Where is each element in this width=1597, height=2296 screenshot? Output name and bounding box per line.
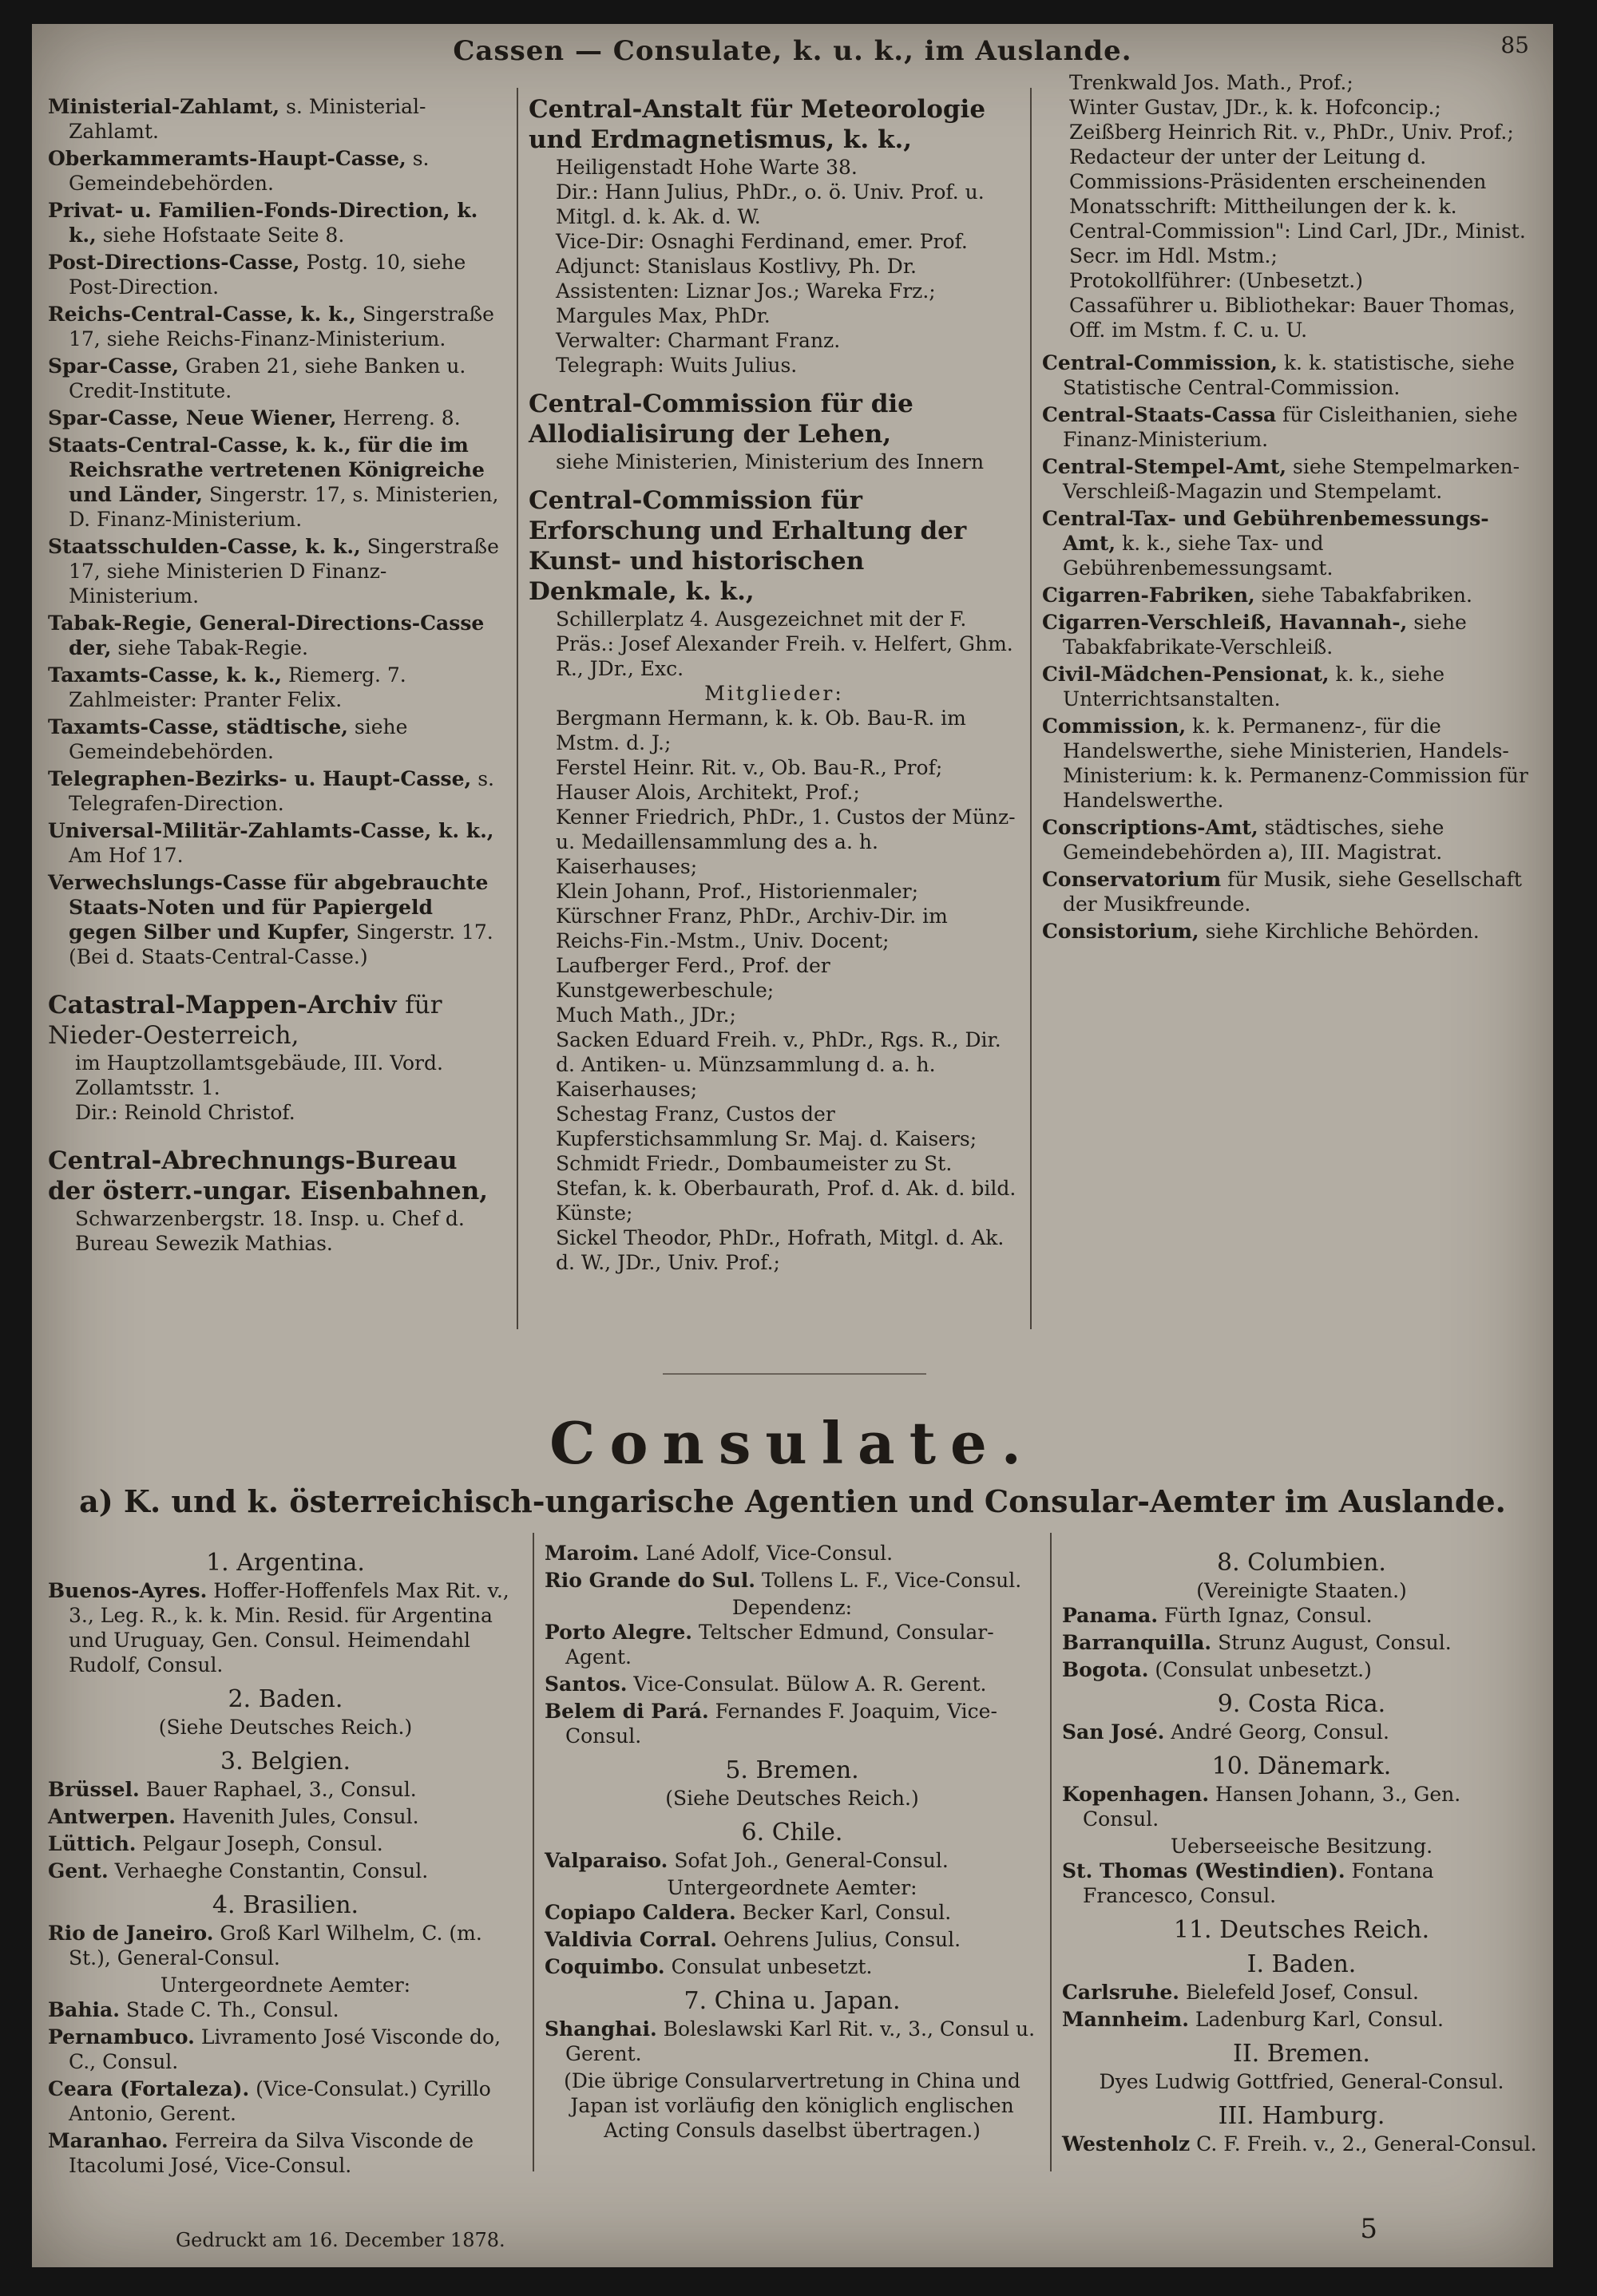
- entry-head: Ministerial-Zahlamt,: [48, 95, 280, 118]
- entry-text: k. k. Permanenz-, für die Handelswerthe, siehe Ministerien, Handels-Ministerium: k. k. Permanenz-Commission für Handelswerthe.: [1063, 715, 1528, 812]
- entry-head: Bogota.: [1062, 1658, 1149, 1681]
- entry-text: Oehrens Julius, Consul.: [723, 1928, 961, 1951]
- entry-text: Singerstraße 17, siehe Reichs-Finanz-Ministerium.: [69, 303, 494, 350]
- note-line: Untergeordnete Aemter:: [667, 1876, 917, 1899]
- entry-head: Westenholz: [1062, 2132, 1191, 2155]
- entry-head: Spar-Casse,: [48, 354, 180, 378]
- entry-text: Fürth Ignaz, Consul.: [1164, 1604, 1373, 1627]
- consulate-entry: [1062, 1859, 1541, 1908]
- running-head: Cassen — Consulate, k. u. k., im Auslande.: [453, 35, 1132, 67]
- entry-head: Central-Stempel-Amt,: [1042, 455, 1287, 478]
- entry-head: Ceara (Fortaleza).: [48, 2077, 250, 2100]
- entry-head: Buenos-Ayres.: [48, 1579, 208, 1602]
- consulate-entry: [48, 2076, 523, 2126]
- entry-head: Valparaiso.: [545, 1849, 668, 1872]
- meteorologie-line: Telegraph: Wuits Julius.: [556, 354, 798, 377]
- consulate-entry: [48, 2025, 523, 2074]
- entry-head: Rio de Janeiro.: [48, 1922, 214, 1945]
- allodialisirung-line: siehe Ministerien, Ministerium des Innern: [556, 450, 985, 473]
- consulate-list-2: [545, 1541, 1040, 2143]
- entry-head: Taxamts-Casse, städtische,: [48, 715, 348, 738]
- entry-text: Fernandes F. Joaquim, Vice-Consul.: [565, 1700, 997, 1748]
- entry-head: Staats-Central-Casse, k. k., für die im Reichsrathe vertretenen Königreiche und Länder,: [48, 433, 485, 506]
- block-head: Catastral-Mappen-Archiv: [48, 991, 397, 1019]
- entry-text: Hoffer-Hoffenfels Max Rit. v., 3., Leg. R., k. k. Min. Resid. für Argentina und Uruguay, Gen. Consul. Heimendahl Rudolf, Consul.: [69, 1579, 509, 1676]
- entry-head: Maroim.: [545, 1542, 640, 1565]
- directory-entry: [48, 870, 507, 969]
- country-heading: 7. China u. Japan.: [684, 1987, 901, 2015]
- section-subtitle: a) K. und k. österreichisch-ungarische Agentien und Consular-Aemter im Auslande.: [79, 1483, 1506, 1519]
- entry-text: siehe Kirchliche Behörden.: [1205, 920, 1480, 943]
- country-heading: 10. Dänemark.: [1211, 1752, 1392, 1780]
- directory-entry: [48, 406, 507, 430]
- entry-head: Consistorium,: [1042, 920, 1199, 943]
- sub-heading: I. Baden.: [1246, 1950, 1357, 1978]
- note-line: (Die übrige Consularvertretung in China und Japan ist vorläufig den königlich englischen Acting Consuls daselbst übertragen.): [564, 2069, 1020, 2142]
- meteorologie-line: Verwalter: Charmant Franz.: [556, 329, 841, 352]
- consulate-entry: [545, 1927, 1040, 1952]
- entry-text: Singerstraße 17, siehe Ministerien D Finanz-Ministerium.: [69, 535, 499, 608]
- commission-line: Protokollführer: (Unbesetzt.): [1069, 269, 1363, 292]
- consulate-entry: [1062, 1720, 1541, 1744]
- consulate-entry: [1062, 1657, 1541, 1682]
- consulate-entry: [545, 1699, 1040, 1748]
- sub-heading: III. Hamburg.: [1218, 2102, 1385, 2130]
- entry-head: Tabak-Regie, General-Directions-Casse der,: [48, 612, 485, 659]
- directory-entry: [48, 663, 507, 712]
- entry-head: Copiapo Caldera.: [545, 1901, 736, 1924]
- entry-head: Pernambuco.: [48, 2025, 195, 2049]
- catastral-block: [48, 990, 507, 1125]
- denkmale-line: Präs.: Josef Alexander Freih. v. Helfert, Ghm. R., JDr., Exc.: [556, 632, 1013, 680]
- entry-text: Groß Karl Wilhelm, C. (m. St.), General-Consul.: [69, 1922, 482, 1969]
- entry-head: San José.: [1062, 1720, 1165, 1744]
- entry-text: Boleslawski Karl Rit. v., 3., Consul u. Gerent.: [565, 2017, 1036, 2065]
- meteorologie-lines: [529, 155, 1020, 378]
- entry-text: Am Hof 17.: [69, 844, 184, 867]
- member-line: Sickel Theodor, PhDr., Hofrath, Mitgl. d. Ak. d. W., JDr., Univ. Prof.;: [556, 1226, 1005, 1274]
- consulate-entry: [545, 1568, 1040, 1593]
- entry-text: Pelgaur Joseph, Consul.: [142, 1832, 383, 1855]
- entry-text: André Georg, Consul.: [1171, 1720, 1389, 1744]
- meteorologie-line: Dir.: Hann Julius, PhDr., o. ö. Univ. Prof. u. Mitgl. d. k. Ak. d. W.: [556, 180, 985, 228]
- entry-text: Havenith Jules, Consul.: [181, 1805, 419, 1828]
- entry-text: Tollens L. F., Vice-Consul.: [761, 1569, 1022, 1592]
- entry-head: Maranhao.: [48, 2129, 168, 2152]
- directory-entry: [48, 146, 507, 196]
- entry-text: Verhaeghe Constantin, Consul.: [114, 1859, 429, 1882]
- member-line: Kenner Friedrich, PhDr., 1. Custos der Münz- u. Medaillensammlung des a. h. Kaiserhauses;: [556, 806, 1016, 878]
- consulate-column-2: [545, 1541, 1040, 2143]
- entry-text: siehe Hofstaate Seite 8.: [102, 224, 345, 247]
- directory-entry: [48, 715, 507, 764]
- block-line: Schwarzenbergstr. 18. Insp. u. Chef d. Bureau Sewezik Mathias.: [75, 1207, 465, 1255]
- consulate-entry: [1062, 1603, 1541, 1628]
- entry-text: s. Ministerial-Zahlamt.: [69, 95, 426, 143]
- consulate-entry: [545, 1954, 1040, 1979]
- entry-text: Ferreira da Silva Visconde de Itacolumi José, Vice-Consul.: [69, 2129, 474, 2177]
- commission-line: Zeißberg Heinrich Rit. v., PhDr., Univ. Prof.;: [1069, 121, 1514, 144]
- entry-text: Singerstr. 17. (Bei d. Staats-Central-Casse.): [69, 920, 493, 968]
- denkmale-lines: [529, 607, 1020, 681]
- note-line: Dependenz:: [731, 1596, 853, 1619]
- consulate-entry: [48, 1859, 523, 1883]
- denkmale-line: Schillerplatz 4. Ausgezeichnet mit der F.: [556, 608, 967, 631]
- note-line: (Siehe Deutsches Reich.): [158, 1716, 413, 1739]
- member-line: Ferstel Heinr. Rit. v., Ob. Bau-R., Prof;: [556, 756, 943, 779]
- consulate-entry: [48, 1777, 523, 1802]
- member-line: Hauser Alois, Architekt, Prof.;: [556, 781, 860, 804]
- member-line: Laufberger Ferd., Prof. der Kunstgewerbeschule;: [556, 954, 830, 1002]
- directory-entry: [1042, 506, 1537, 580]
- entry-text: C. F. Freih. v., 2., General-Consul.: [1196, 2132, 1537, 2155]
- entry-text: Stade C. Th., Consul.: [125, 1998, 339, 2021]
- entry-head: Commission,: [1042, 715, 1187, 738]
- consulate-entry: [48, 1578, 523, 1677]
- entry-text: Sofat Joh., General-Consul.: [674, 1849, 949, 1872]
- entry-head: Santos.: [545, 1673, 628, 1696]
- members-list: [529, 706, 1020, 1275]
- consulate-entry: [545, 1541, 1040, 1566]
- commission-line: Trenkwald Jos. Math., Prof.;: [1069, 71, 1353, 94]
- entry-text: Becker Karl, Consul.: [742, 1901, 952, 1924]
- directory-entry: [48, 818, 507, 868]
- entry-text: Fontana Francesco, Consul.: [1083, 1859, 1434, 1907]
- abrechnungs-block: [48, 1146, 507, 1256]
- commission-line: Redacteur der unter der Leitung d. Commissions-Präsidenten erscheinenden Monatsschrift: Mittheilungen der k. k. Central-Commission": Lind Carl, JDr., Minist. Secr. im Hdl. Mstm.;: [1069, 145, 1526, 267]
- entry-head: Valdivia Corral.: [545, 1928, 718, 1951]
- directory-entry: [1042, 610, 1537, 659]
- entry-text: siehe Stempelmarken-Verschleiß-Magazin und Stempelamt.: [1063, 455, 1520, 503]
- entry-text: k. k., siehe Unterrichtsanstalten.: [1063, 663, 1445, 711]
- entry-head: Conservatorium: [1042, 868, 1222, 891]
- entry-head: Central-Tax- und Gebührenbemessungs-Amt,: [1042, 507, 1489, 555]
- entry-text: Hansen Johann, 3., Gen. Consul.: [1083, 1783, 1461, 1831]
- entry-text: Bielefeld Josef, Consul.: [1185, 1981, 1419, 2004]
- entry-head: Porto Alegre.: [545, 1621, 692, 1644]
- entry-text: siehe Gemeindebehörden.: [69, 715, 408, 763]
- meteorologie-line: Vice-Dir: Osnaghi Ferdinand, emer. Prof.: [556, 230, 968, 253]
- directory-entry: [1042, 867, 1537, 916]
- entry-text: (Vice-Consulat.) Cyrillo Antonio, Gerent.: [69, 2077, 491, 2125]
- entry-head: Privat- u. Familien-Fonds-Direction, k. k.,: [48, 199, 478, 247]
- note-line: (Vereinigte Staaten.): [1196, 1579, 1407, 1602]
- entry-text: Bauer Raphael, 3., Consul.: [145, 1778, 417, 1801]
- consulate-entry: [1062, 2007, 1541, 2032]
- entry-text: Singerstr. 17, s. Ministerien, D. Finanz-Ministerium.: [69, 483, 499, 531]
- member-line: Schmidt Friedr., Dombaumeister zu St. Stefan, k. k. Oberbaurath, Prof. d. Ak. d. bild. Künste;: [556, 1152, 1016, 1225]
- consulate-entry: [48, 1831, 523, 1856]
- consulate-entry: [1062, 1630, 1541, 1655]
- consulate-list-1: [48, 1550, 523, 2178]
- entry-head: Verwechslungs-Casse für abgebrauchte Staats-Noten und für Papiergeld gegen Silber und Kupfer,: [48, 871, 489, 944]
- commission-line: Cassaführer u. Bibliothekar: Bauer Thomas, Off. im Mstm. f. C. u. U.: [1069, 294, 1516, 342]
- entry-head: Spar-Casse, Neue Wiener,: [48, 406, 337, 430]
- entry-text: siehe Tabak-Regie.: [117, 636, 308, 659]
- meteorologie-line: Assistenten: Liznar Jos.; Wareka Frz.; Margules Max, PhDr.: [556, 279, 936, 327]
- entry-head: Lüttich.: [48, 1832, 137, 1855]
- entry-head: Central-Staats-Cassa: [1042, 403, 1277, 426]
- country-heading: 2. Baden.: [228, 1685, 343, 1713]
- sub-heading: II. Bremen.: [1233, 2040, 1370, 2068]
- entry-head: Reichs-Central-Casse, k. k.,: [48, 303, 356, 326]
- entry-head: Telegraphen-Bezirks- u. Haupt-Casse,: [48, 767, 472, 790]
- directory-entry: [48, 354, 507, 403]
- directory-entry: [48, 94, 507, 144]
- block-line: Dir.: Reinold Christof.: [75, 1101, 295, 1124]
- entry-text: Herreng. 8.: [343, 406, 461, 430]
- entry-text: für Musik, siehe Gesellschaft der Musikfreunde.: [1063, 868, 1522, 916]
- country-heading: 5. Bremen.: [725, 1756, 859, 1784]
- entry-text: Lané Adolf, Vice-Consul.: [645, 1542, 894, 1565]
- right-column: [1042, 70, 1537, 946]
- entry-text: Consulat unbesetzt.: [671, 1955, 873, 1978]
- member-line: Schestag Franz, Custos der Kupferstichsammlung Sr. Maj. d. Kaisers;: [556, 1102, 977, 1150]
- entry-text: Riemerg. 7. Zahlmeister: Pranter Felix.: [69, 663, 406, 711]
- entry-head: Antwerpen.: [48, 1805, 176, 1828]
- entry-text: s. Gemeindebehörden.: [69, 147, 430, 195]
- entry-head: Panama.: [1062, 1604, 1159, 1627]
- meteorologie-head: Central-Anstalt für Meteorologie und Erdmagnetismus, k. k.,: [529, 95, 986, 154]
- entry-text: städtisches, siehe Gemeindebehörden a), III. Magistrat.: [1063, 816, 1444, 864]
- member-line: Bergmann Hermann, k. k. Ob. Bau-R. im Mstm. d. J.;: [556, 707, 966, 754]
- consulate-entry: [1062, 2132, 1541, 2156]
- directory-entry: [1042, 815, 1537, 865]
- consulate-entry: [1062, 1782, 1541, 1831]
- entry-head: Rio Grande do Sul.: [545, 1569, 755, 1592]
- consulate-entry: [545, 1672, 1040, 1696]
- column-rule: [517, 88, 518, 1329]
- column-rule: [1030, 88, 1032, 1329]
- left-column: [48, 94, 507, 1256]
- country-heading: 6. Chile.: [741, 1819, 843, 1847]
- country-heading: 1. Argentina.: [206, 1549, 365, 1577]
- entry-head: Belem di Pará.: [545, 1700, 709, 1723]
- note-line: Dyes Ludwig Gottfried, General-Consul.: [1099, 2070, 1504, 2093]
- entry-head: Cigarren-Fabriken,: [1042, 584, 1255, 607]
- consulate-entry: [545, 1848, 1040, 1873]
- directory-entry: [48, 611, 507, 660]
- entry-text: k. k. statistische, siehe Statistische Central-Commission.: [1063, 351, 1515, 399]
- consulate-column-1: [48, 1541, 523, 2180]
- member-line: Sacken Eduard Freih. v., PhDr., Rgs. R., Dir. d. Antiken- u. Münzsammlung d. a. h. Kaiserhauses;: [556, 1028, 1001, 1101]
- entry-head: Conscriptions-Amt,: [1042, 816, 1258, 839]
- entry-head: Mannheim.: [1062, 2008, 1189, 2031]
- consulate-entry: [48, 1921, 523, 1970]
- country-heading: 4. Brasilien.: [212, 1891, 359, 1919]
- consulate-entry: [48, 1804, 523, 1829]
- denkmale-head: Central-Commission für Erforschung und Erhaltung der Kunst- und historischen Denkmale, k. k.,: [529, 486, 967, 606]
- directory-entry: [48, 534, 507, 608]
- entry-head: Cigarren-Verschleiß, Havannah-,: [1042, 611, 1408, 634]
- country-heading: 9. Costa Rica.: [1217, 1690, 1386, 1718]
- directory-entry: [48, 766, 507, 816]
- entry-head: Civil-Mädchen-Pensionat,: [1042, 663, 1330, 686]
- entry-head: Universal-Militär-Zahlamts-Casse, k. k.,: [48, 819, 494, 842]
- entry-head: Carlsruhe.: [1062, 1981, 1179, 2004]
- entry-text: Ladenburg Karl, Consul.: [1195, 2008, 1444, 2031]
- entry-text: Graben 21, siehe Banken u. Credit-Institute.: [69, 354, 466, 402]
- directory-entry: [1042, 919, 1537, 944]
- commission-line: Winter Gustav, JDr., k. k. Hofconcip.;: [1069, 96, 1441, 119]
- consulate-entry: [48, 1997, 523, 2022]
- entry-head: Shanghai.: [545, 2017, 657, 2041]
- meteorologie-line: Heiligenstadt Hohe Warte 38.: [556, 156, 858, 179]
- print-date: Gedruckt am 16. December 1878.: [176, 2229, 505, 2251]
- block-line: im Hauptzollamtsgebäude, III. Vord. Zollamtsstr. 1.: [75, 1051, 443, 1099]
- middle-column: [529, 94, 1020, 1275]
- entry-head: St. Thomas (Westindien).: [1062, 1859, 1345, 1882]
- consulate-entry: [1062, 1980, 1541, 2005]
- members-label: Mitglieder:: [704, 682, 844, 705]
- directory-entry: [1042, 454, 1537, 504]
- entry-text: siehe Tabakfabrikate-Verschleiß.: [1063, 611, 1467, 659]
- entry-head: Bahia.: [48, 1998, 120, 2021]
- entry-head: Central-Commission,: [1042, 351, 1278, 374]
- entry-text: siehe Tabakfabriken.: [1261, 584, 1472, 607]
- consulate-entry: [48, 2128, 523, 2178]
- section-rule: [663, 1373, 926, 1375]
- entry-text: s. Telegrafen-Direction.: [69, 767, 494, 815]
- directory-entry: [48, 198, 507, 247]
- member-line: Kürschner Franz, PhDr., Archiv-Dir. im Reichs-Fin.-Mstm., Univ. Docent;: [556, 905, 948, 952]
- member-line: Much Math., JDr.;: [556, 1004, 736, 1027]
- entry-head: Kopenhagen.: [1062, 1783, 1210, 1806]
- column-rule: [533, 1533, 534, 2171]
- page-corner-number: 85: [1500, 32, 1529, 58]
- consulate-entry: [545, 2017, 1040, 2066]
- entry-text: Vice-Consulat. Bülow A. R. Gerent.: [633, 1673, 987, 1696]
- member-line: Klein Johann, Prof., Historienmaler;: [556, 880, 919, 903]
- document-page: [32, 24, 1553, 2267]
- entry-head: Brüssel.: [48, 1778, 140, 1801]
- directory-entry: [48, 302, 507, 351]
- entry-text: Postg. 10, siehe Post-Direction.: [69, 251, 466, 299]
- entry-head: Oberkammeramts-Haupt-Casse,: [48, 147, 406, 170]
- entry-text: für Cisleithanien, siehe Finanz-Ministerium.: [1063, 403, 1518, 451]
- entry-head: Coquimbo.: [545, 1955, 665, 1978]
- entry-text: Strunz August, Consul.: [1218, 1631, 1452, 1654]
- directory-entry: [48, 433, 507, 532]
- block-head-tail: für Nieder-Oesterreich,: [48, 991, 442, 1050]
- entry-text: Teltscher Edmund, Consular-Agent.: [565, 1621, 994, 1669]
- country-heading: 3. Belgien.: [220, 1748, 351, 1775]
- consulate-entry: [545, 1620, 1040, 1669]
- section-title: Consulate.: [549, 1409, 1036, 1477]
- directory-entry: [1042, 714, 1537, 813]
- entry-text: (Consulat unbesetzt.): [1155, 1658, 1372, 1681]
- page-number: 5: [1360, 2213, 1377, 2245]
- directory-entry: [1042, 402, 1537, 452]
- entry-head: Gent.: [48, 1859, 109, 1882]
- entry-head: Taxamts-Casse, k. k.,: [48, 663, 282, 687]
- consulate-column-3: [1062, 1541, 1541, 2159]
- meteorologie-line: Adjunct: Stanislaus Kostlivy, Ph. Dr.: [556, 255, 917, 278]
- entry-head: Post-Directions-Casse,: [48, 251, 300, 274]
- entry-text: k. k., siehe Tax- und Gebührenbemessungsamt.: [1063, 532, 1333, 580]
- note-line: Untergeordnete Aemter:: [160, 1973, 411, 1997]
- note-line: Ueberseeische Besitzung.: [1170, 1835, 1433, 1858]
- block-head: Central-Abrechnungs-Bureau der österr.-ungar. Eisenbahnen,: [48, 1146, 489, 1205]
- entry-text: Livramento José Visconde do, C., Consul.: [69, 2025, 501, 2073]
- note-line: (Siehe Deutsches Reich.): [665, 1787, 919, 1810]
- consulate-entry: [545, 1900, 1040, 1925]
- consulate-list-3: [1062, 1550, 1541, 2156]
- left-entries: [48, 94, 507, 969]
- directory-entry: [1042, 583, 1537, 608]
- directory-entry: [1042, 350, 1537, 400]
- column-rule: [1050, 1533, 1052, 2171]
- entry-head: Barranquilla.: [1062, 1631, 1212, 1654]
- directory-entry: [1042, 662, 1537, 711]
- entry-head: Staatsschulden-Casse, k. k.,: [48, 535, 361, 558]
- country-heading: 8. Columbien.: [1217, 1549, 1386, 1577]
- commission-continuation: [1042, 70, 1537, 342]
- allodialisirung-head: Central-Commission für die Allodialisirung der Lehen,: [529, 390, 913, 449]
- right-entries: [1042, 350, 1537, 944]
- directory-entry: [48, 250, 507, 299]
- country-heading: 11. Deutsches Reich.: [1173, 1916, 1430, 1944]
